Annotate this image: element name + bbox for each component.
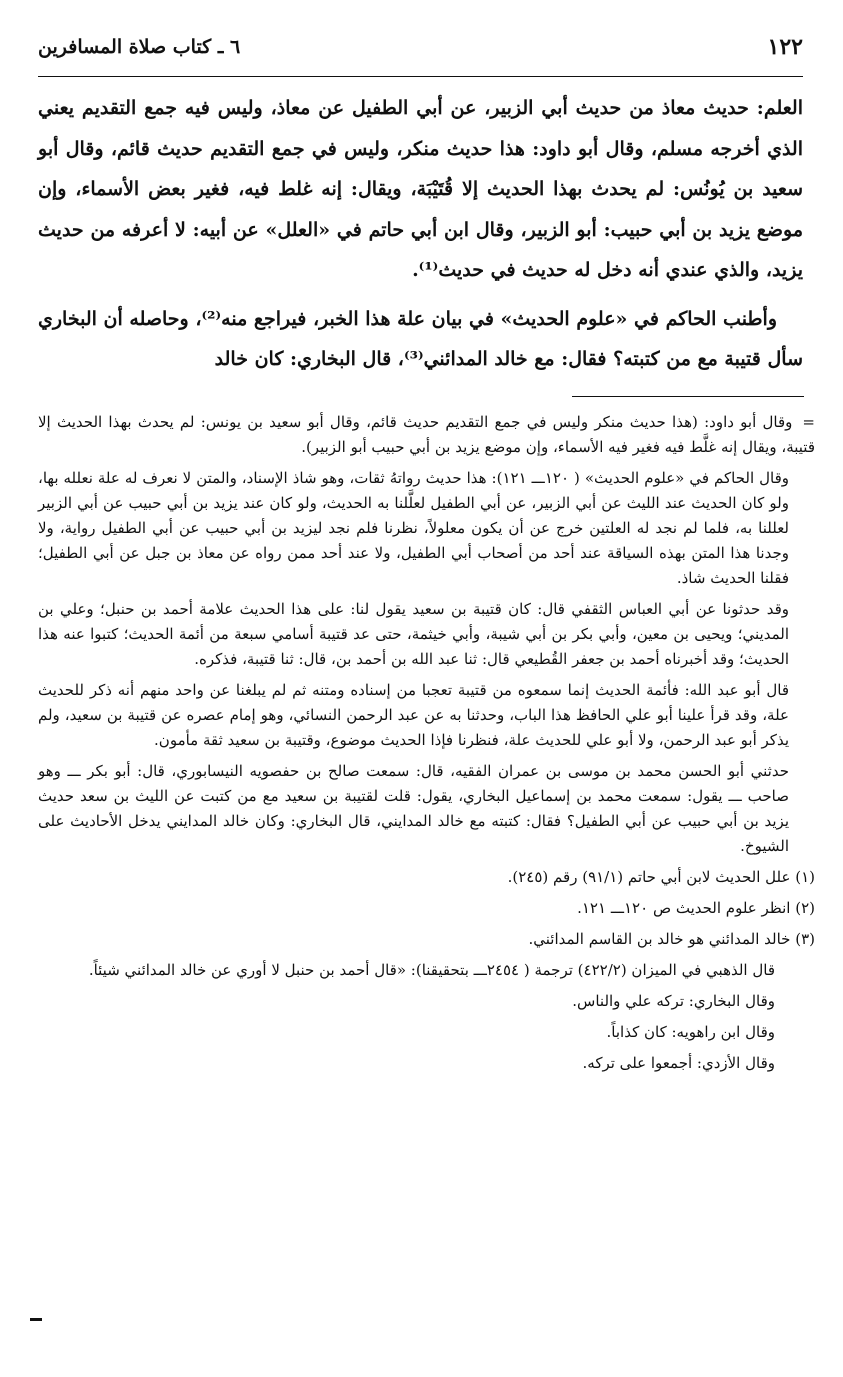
- footnote-continuation-4: قال أبو عبد الله: فأئمة الحديث إنما سمعوه من قتيبة تعجبا من إسناده ومتنه ثم لم يبلغنا عن واحد منهم أنه ذكر للحديث علة، وقد قرأ علينا أبو علي الحافظ هذا الباب، وحدثنا به عن عبد الرحمن النسائي، وهو إمام عصره عن قتيبة بن سعيد، ولم يذكر أبو عبد الرحمن، ولا أبو علي للحديث علة، فنظرنا فإذا الحديث موضوع، وقتيبة بن سعيد ثقة مأمون.: [38, 681, 789, 749]
- footnote-text: وقال أبو داود: (هذا حديث منكر وليس في جمع التقديم حديث قائم، وقال أبو سعيد بن يونس: لم يحدث بهذا الحديث إلا قتيبة، ويقال إنه غلَّط فيه فغير فيه الأسماء، وإن موضع يزيد بن أبي حبيب أبو الزبير).: [38, 413, 815, 456]
- footnote-3-detail: قال الذهبي في الميزان (٤٢٢/٢) ترجمة ( ٢٤٥٤ـــ بتحقيقنا): «قال أحمد بن حنبل لا أوري عن خالد المدائني شيئاً.: [88, 961, 775, 979]
- footnote-continuation-5: حدثني أبو الحسن محمد بن موسى بن عمران الفقيه، قال: سمعت صالح بن حفصويه النيسابوري، قال: أبو بكر ـــ وهو صاحب ـــ يقول: سمعت محمد بن إسماعيل البخاري، يقول: قلت لقتيبة بن سعيد مع من كتبت عن الليث بن سعد حديث يزيد بن أبي حبيب عن أبي الطفيل؟ فقال: كتبته مع خالد المدايني، قال البخاري: وكان خالد المدايني يدخل الأحاديث على الشيوخ.: [38, 762, 789, 855]
- footnote-continuation-3: وقد حدثونا عن أبي العباس الثقفي قال: كان قتيبة بن سعيد يقول لنا: على هذا الحديث علامة أحمد بن حنبل؛ وعلي بن المديني؛ ويحيى بن معين، وأبي بكر بن أبي شيبة، وأبي خيثمة، حتى عد قتيبة أسامي سبعة من أئمة الحديث؛ كتبوا عنه هذا الحديث؛ وقد أخبرناه أحمد بن جعفر القُطيعي قال: ثنا عبد الله بن أحمد بن، قال: ثنا قتيبة، فذكره.: [38, 600, 789, 668]
- main-paragraph-2: وأطنب الحاكم في «علوم الحديث» في بيان علة هذا الخبر، فيراجع منه⁽²⁾، وحاصله أن البخاري سأل قتيبة مع من كتبته؟ فقال: مع خالد المدائني⁽³⁾، قال البخاري: كان خالد: [38, 307, 803, 370]
- footnote-3-rahawayh: وقال ابن راهويه: كان كذاباً.: [606, 1023, 775, 1041]
- footnote-3-azdi: وقال الأزدي: أجمعوا على تركه.: [582, 1054, 775, 1072]
- footnote-3: (٣) خالد المدائني هو خالد بن القاسم المدائني.: [528, 930, 815, 948]
- footnote-continuation-2: وقال الحاكم في «علوم الحديث» ( ١٢٠ـــ ١٢١): هذا حديث رواتهُ ثقات، وهو شاذ الإسناد، والمتن لا نعرف له علة نعلله بها، ولو كان الحديث عند الليث عن أبي الزبير، عن أبي الطفيل لعلَّلنا به الحديث، ولو كان عند يزيد بن أبي حبيب عن أبي الزبير لعللنا به، فلما لم نجد له العلتين خرج عن أن يكون معلولاً، نظرنا فلم نجد ليزيد بن أبي حبيب عن أبي الطفيل رواية، ولا وجدنا هذا المتن بهذه السياقة عند أحد من أصحاب أبي الطفيل، ولا عند أحد ممن رواه عن معاذ بن جبل عن أبي الطفيل؛ فقلنا الحديث شاذ.: [38, 469, 789, 587]
- page-number: ١٢٢: [767, 34, 803, 60]
- footnote-2: (٢) انظر علوم الحديث ص ١٢٠ـــ ١٢١.: [577, 899, 815, 917]
- main-text: [38, 88, 803, 388]
- page-header: [38, 34, 803, 74]
- bottom-mark: [30, 1318, 42, 1321]
- footnote-separator: [572, 396, 804, 397]
- footnote-1: (١) علل الحديث لابن أبي حاتم (٩١/١) رقم (٢٤٥).: [507, 868, 815, 886]
- footnotes: [38, 410, 815, 1082]
- main-paragraph-1: العلم: حديث معاذ من حديث أبي الزبير، عن أبي الطفيل عن معاذ، وليس فيه جمع التقديم يعني الذي أخرجه مسلم، وقال أبو داود: هذا حديث منكر، وليس في جمع التقديم حديث قائم، وقال أبو سعيد بن يُونُس: لم يحدث بهذا الحديث إلا قُتَيْبَة، ويقال: إنه غلط فيه، فغير بعض الأسماء، وإن موضع يزيد بن أبي حبيب: أبو الزبير، وقال ابن أبي حاتم في «العلل» عن أبيه: لا أعرفه من حديث يزيد، والذي عندي أنه دخل له حديث في حديث⁽¹⁾.: [38, 97, 803, 281]
- footnote-3-bukhari: وقال البخاري: تركه علي والناس.: [572, 992, 775, 1010]
- header-rule: [38, 76, 803, 77]
- running-title: ٦ ـ كتاب صلاة المسافرين: [38, 36, 241, 58]
- continuation-mark: =: [802, 413, 815, 431]
- footnote-continuation-1: [38, 410, 815, 460]
